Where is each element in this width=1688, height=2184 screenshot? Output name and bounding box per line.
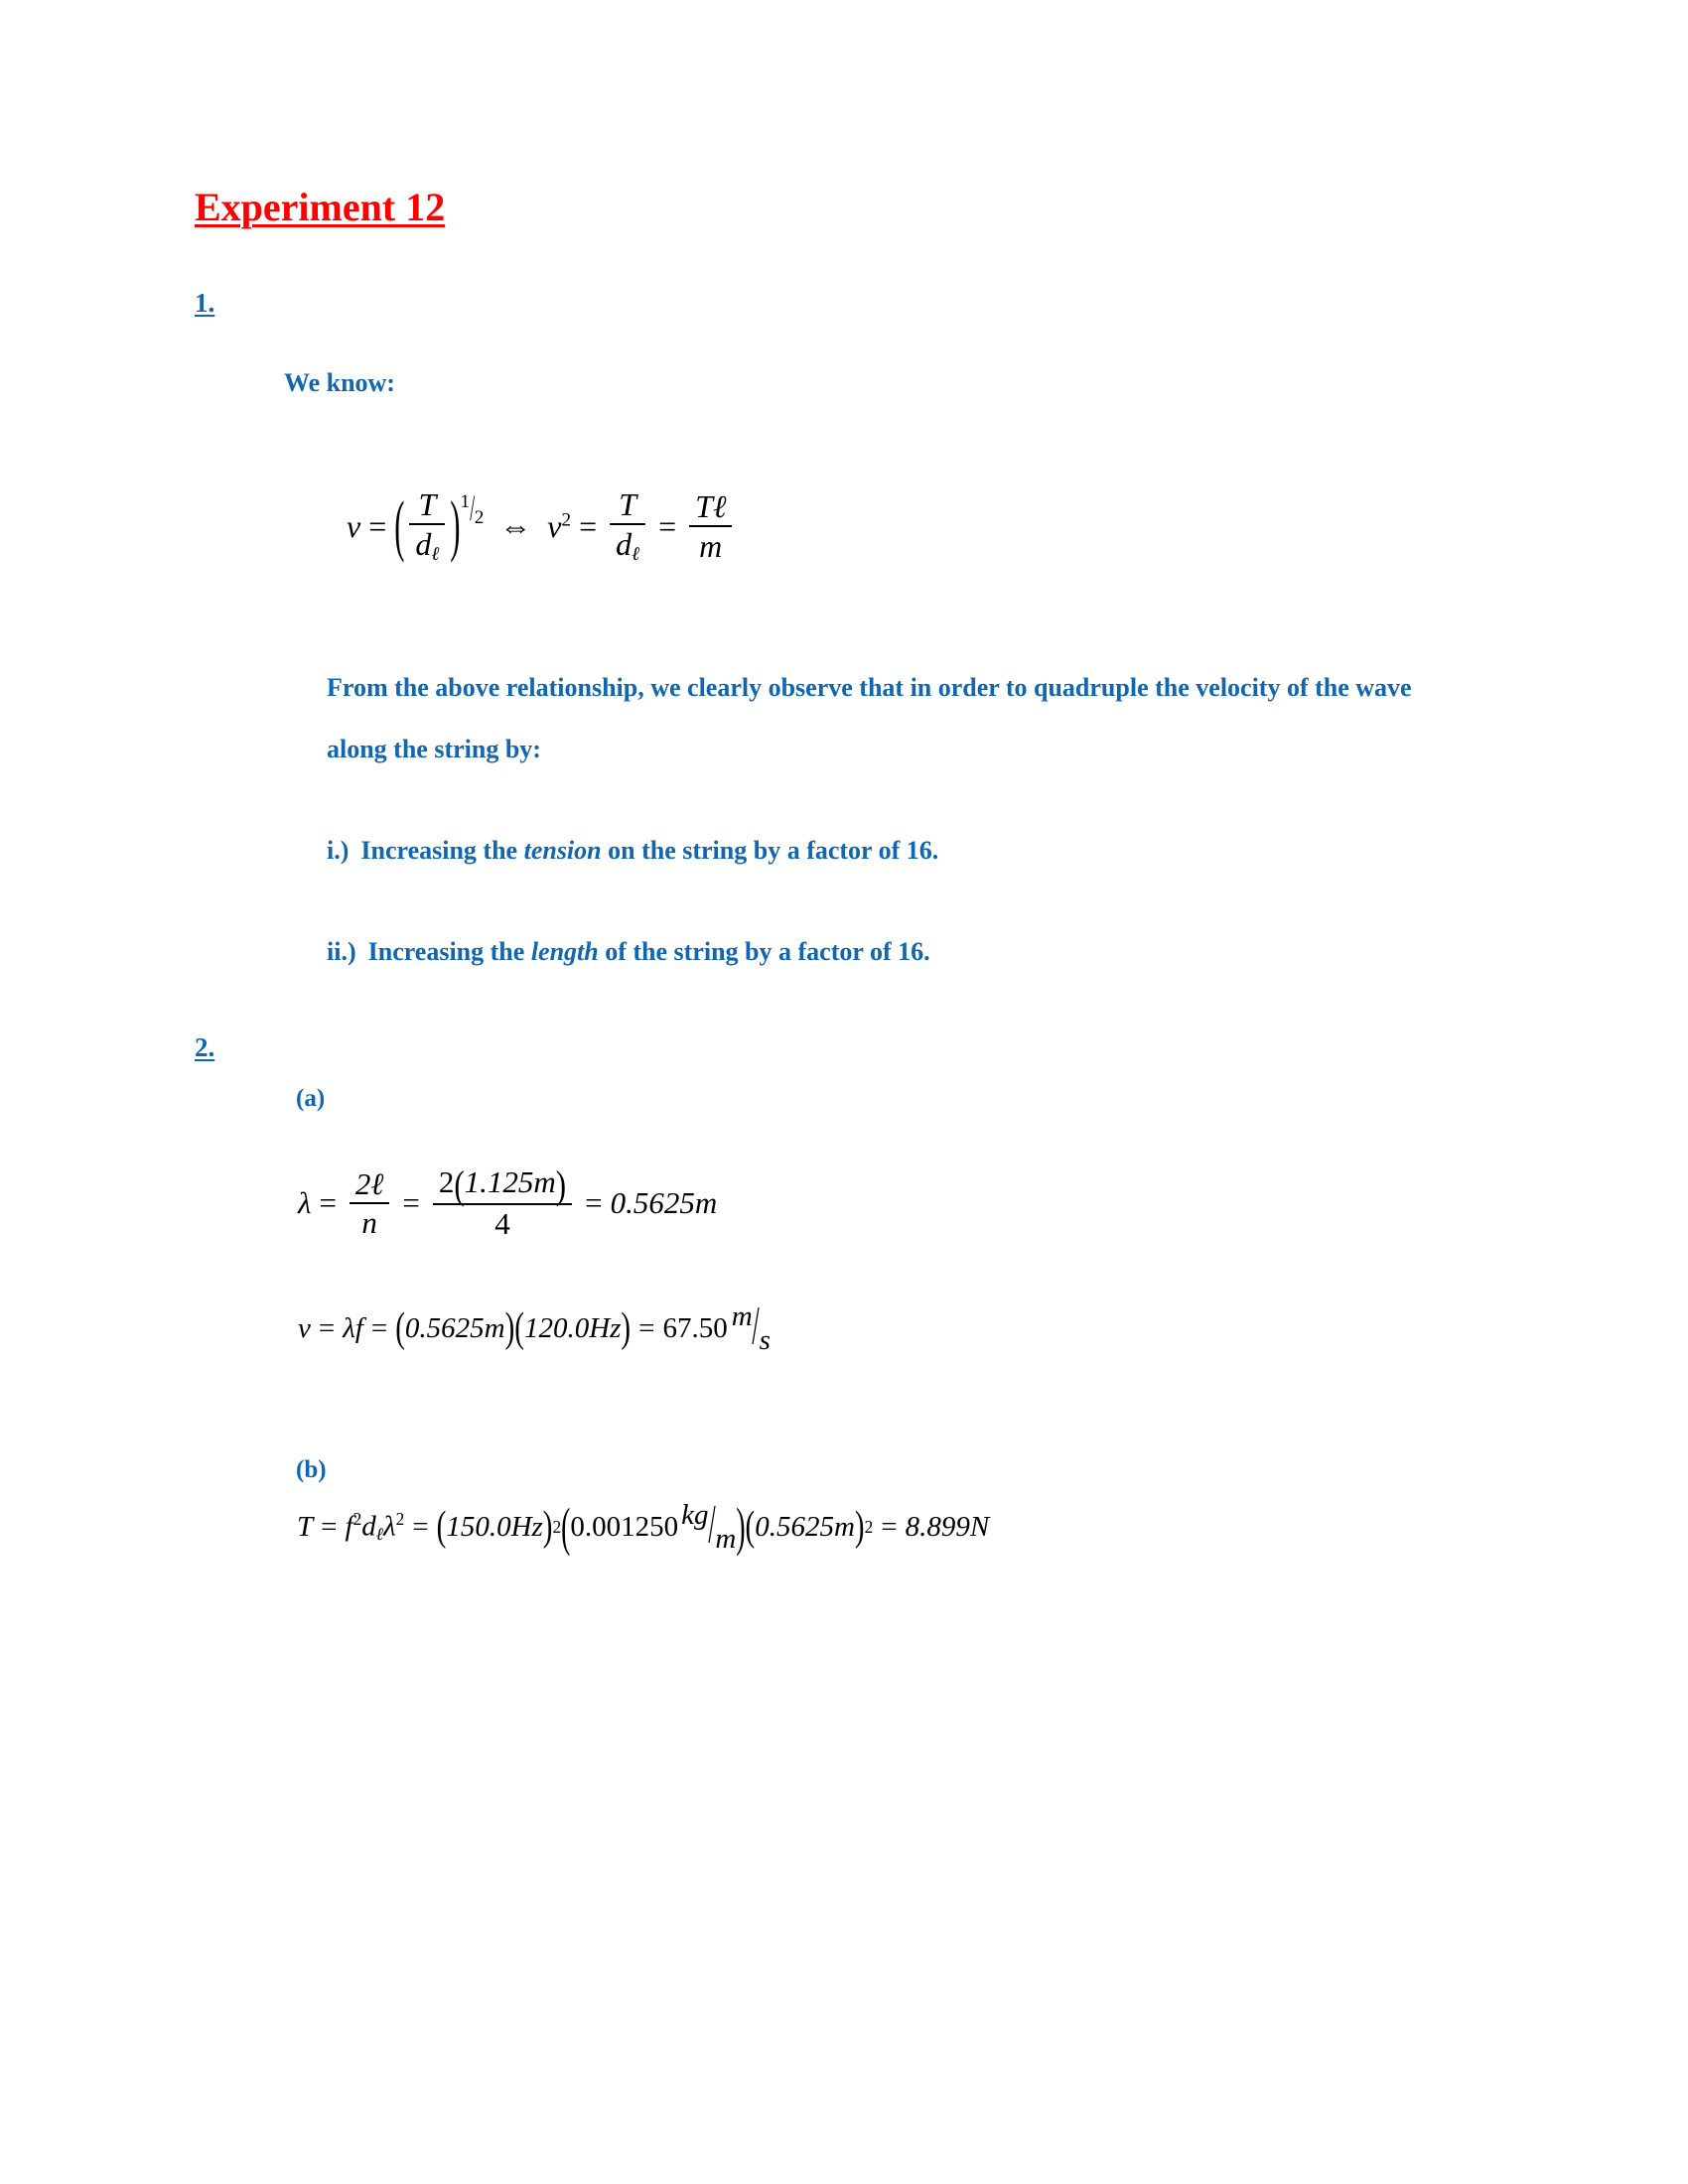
right-paren-icon: )	[450, 487, 461, 564]
item-ii-text-after: of the string by a factor of 16.	[605, 937, 930, 966]
eq1-frac2-denominator: $d_\ell$	[616, 526, 640, 565]
eq4-lhs: T	[297, 1510, 314, 1543]
eq1-equals-3: =	[658, 508, 677, 544]
eq2-equals-2: =	[402, 1185, 420, 1221]
right-paren-icon: )	[736, 1496, 746, 1557]
eq1-frac1-numerator: T	[409, 488, 445, 525]
eq4-equals-3: =	[881, 1510, 898, 1543]
item-ii-emphasis: length	[530, 937, 599, 966]
list-item	[327, 921, 930, 983]
question-number-2: 2.	[195, 1032, 215, 1062]
eq1-frac3-numerator: Tℓ	[689, 490, 732, 527]
eq4-expression: $f^2d_\ell\lambda^2$	[345, 1509, 405, 1544]
observation-paragraph	[327, 657, 1449, 780]
eq3-equals-1: =	[318, 1312, 336, 1344]
eq2-frac2-numerator: 2(1.125m)	[433, 1166, 572, 1205]
eq1-fraction-2	[605, 488, 650, 564]
eq3-equals-3: =	[638, 1312, 655, 1344]
eq2-frac1-denominator: n	[361, 1204, 377, 1240]
right-paren-icon: )	[854, 1503, 865, 1550]
eq2-frac2-denominator: 4	[494, 1206, 510, 1242]
eq4-factor-1: 150.0Hz	[446, 1510, 543, 1543]
page-title: Experiment 12	[195, 185, 446, 229]
iff-symbol-icon: ⇔	[499, 508, 532, 544]
eq2-result: 0.5625m	[610, 1185, 718, 1221]
list-item	[327, 820, 938, 882]
eq1-frac2-numerator: T	[610, 488, 645, 525]
eq2-frac1-numerator: 2ℓ	[350, 1168, 389, 1204]
item-ii-text-before: Increasing the	[367, 937, 525, 966]
left-paren-icon: (	[745, 1503, 756, 1550]
eq4-equals-2: =	[412, 1510, 429, 1543]
item-i-marker: i.)	[327, 836, 350, 865]
eq3-factor-1: 0.5625m	[404, 1312, 505, 1344]
eq1-exponent-half: 1/2	[460, 489, 485, 530]
eq1-fraction-3	[684, 490, 737, 562]
eq2-lhs: λ	[298, 1185, 312, 1221]
equation-velocity-computed	[298, 1297, 771, 1358]
eq1-lhs-var: v	[347, 508, 361, 544]
question-number-1: 1.	[195, 288, 215, 318]
eq3-expression: λf	[343, 1312, 363, 1344]
left-paren-icon: (	[395, 1304, 405, 1351]
eq4-factor-2-unit: kg/m	[681, 1495, 737, 1557]
eq3-result-value: 67.50	[662, 1312, 728, 1344]
left-paren-icon: (	[514, 1304, 524, 1351]
equation-wave-velocity	[347, 488, 737, 564]
eq4-result: 8.899N	[905, 1510, 990, 1543]
eq4-factor-3-exponent: 2	[864, 1516, 874, 1537]
part-label-a: (a)	[296, 1085, 326, 1112]
right-paren-icon: )	[542, 1503, 553, 1550]
equation-wavelength	[298, 1162, 718, 1242]
item-ii-marker: ii.)	[327, 937, 356, 966]
eq4-factor-3: 0.5625m	[755, 1510, 855, 1543]
paragraph-line-2: velocity of the wave along the string by:	[327, 673, 1412, 763]
eq1-frac1-denominator: $d_\ell$	[415, 526, 440, 565]
paragraph-line-1: From the above relationship, we clearly observe that in order to quadruple the	[327, 673, 1190, 702]
item-i-text-after: on the string by a factor of 16.	[608, 836, 939, 865]
item-i-emphasis: tension	[523, 836, 602, 865]
equation-tension	[297, 1495, 990, 1557]
eq1-equals-1: =	[368, 508, 387, 544]
eq3-lhs: v	[298, 1312, 311, 1344]
eq2-fraction-1	[345, 1165, 394, 1240]
we-know-label: We know:	[284, 368, 395, 397]
left-paren-icon: (	[394, 487, 405, 564]
eq1-fraction-1	[404, 488, 450, 564]
eq3-factor-2: 120.0Hz	[523, 1312, 622, 1344]
eq1-equals-2: =	[579, 508, 598, 544]
left-paren-icon: (	[436, 1503, 447, 1550]
right-paren-icon: )	[621, 1304, 632, 1351]
eq4-factor-1-exponent: 2	[552, 1516, 562, 1537]
eq2-equals-1: =	[319, 1185, 337, 1221]
right-paren-icon: )	[504, 1304, 515, 1351]
eq3-equals-2: =	[370, 1312, 388, 1344]
left-paren-icon: (	[561, 1496, 571, 1557]
item-i-text-before: Increasing the	[360, 836, 518, 865]
eq4-factor-2-value: 0.001250	[570, 1510, 679, 1543]
eq4-equals-1: =	[321, 1510, 338, 1543]
eq1-rhs-var: $v^2$	[547, 508, 572, 544]
eq1-frac3-denominator: m	[699, 528, 723, 564]
part-label-b: (b)	[296, 1456, 327, 1483]
eq2-fraction-2	[428, 1162, 577, 1242]
eq3-result-unit: m/s	[731, 1297, 771, 1358]
eq2-equals-3: =	[585, 1185, 603, 1221]
